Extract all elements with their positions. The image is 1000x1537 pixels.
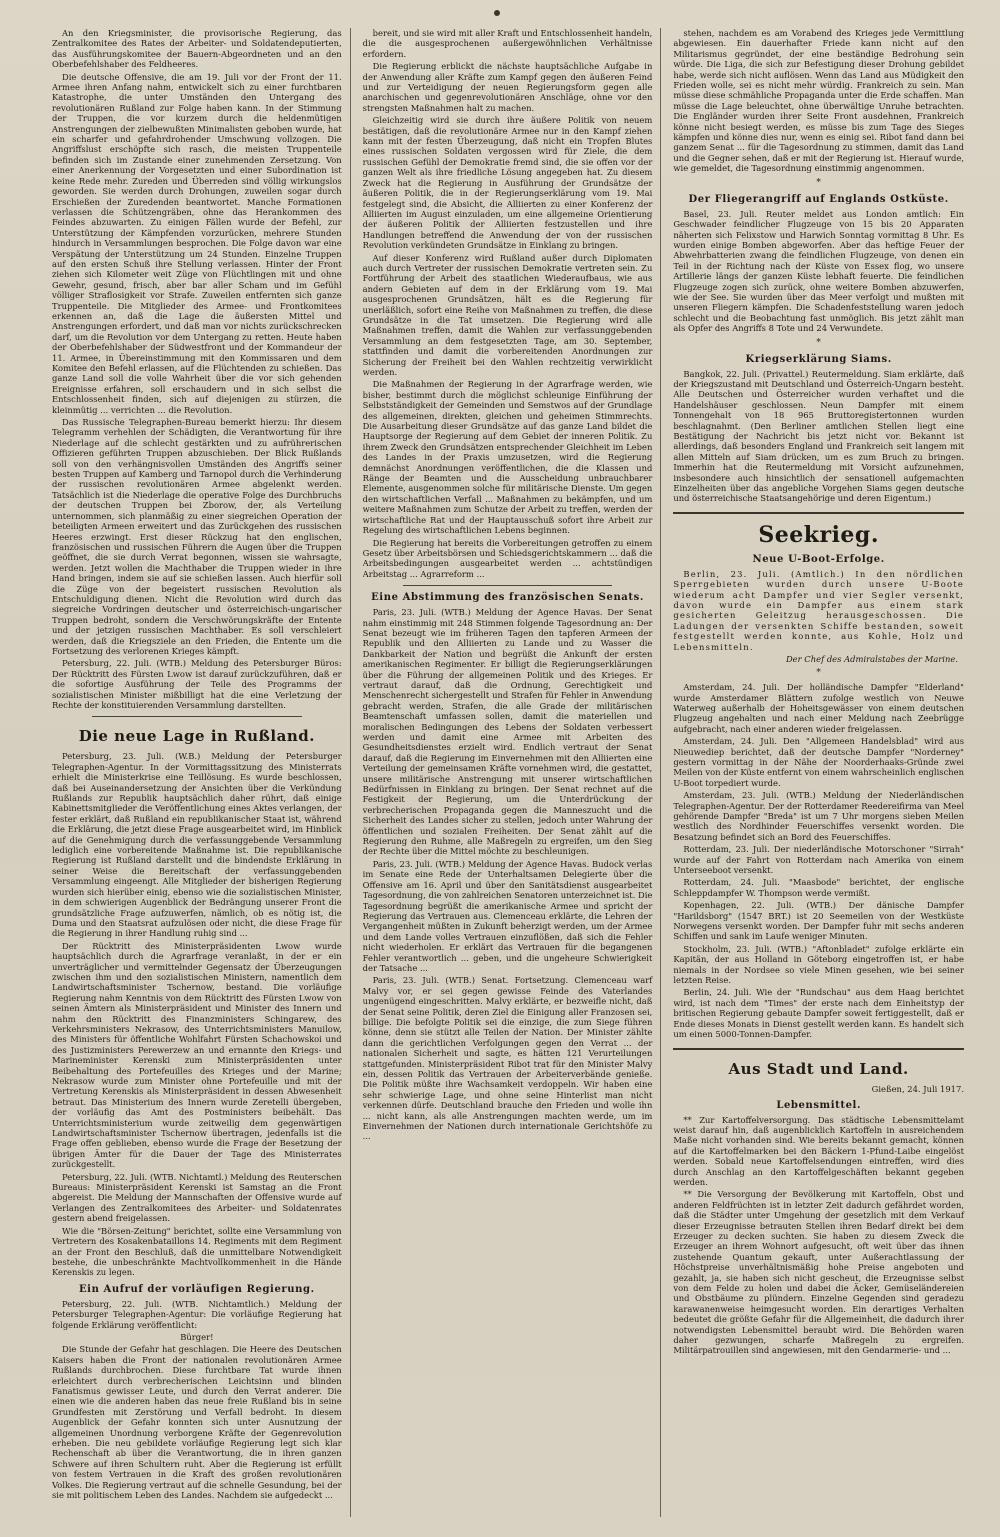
divider	[92, 716, 302, 717]
article-paragraph: Berlin, 24. Juli. Wie der "Rundschau" aus dem Haag berichtet wird, ist nach dem "Times" der erste nach dem Einheitstyp der britischen Regierung gebaute Dampfer soweit fertiggestellt, daß er Ende dieses Monats in Dienst gestellt werden kann. Es handelt sich um einen 5000-Tonnen-Dampfer.	[673, 987, 964, 1040]
divider	[403, 585, 613, 586]
article-paragraph: Die deutsche Offensive, die am 19. Juli vor der Front der 11. Armee ihren Anfang nahm, entwickelt sich zu einer furchtbaren Katastrophe, die unter Umständen den Untergang des revolutionären Rußland zur Folge haben kann. In der Stimmung der Truppen, die vor kurzem durch die heldenmütigen Anstrengungen der zielbewußten Minimalisten geboben wurde, hat ein scharfer und gefahrdrohender Umschwung vollzogen. Die Angriffslust erschöpfte sich rasch, die meisten Truppenteile befinden sich im Zustande einer zunehmenden Zersetzung. Von einer Anerkennung der Vorgesetzten und einer Subordination ist keine Rede mehr. Zureden und Überreden sind völlig wirkungslos geworden. Sie werden durch Drohungen, zuweilen sogar durch Erschießen der Zuredenden beantwortet. Manche Formationen verlassen die Schützengräben, ohne das Herankommen des Feindes abzuwarten. Zu einigen Fällen wurde der Befehl, zur Unterstützung der Kämpfenden vorzurücken, mehrere Stunden hindurch in Versammlungen besprochen. Die Folge davon war eine Verspätung der Unterstützung um 24 Stunden. Einzelne Truppen auf den ersten Schuß ihre Stellung verlassen. Hinter der Front ziehen sich Kilometer weit Züge von Flüchtlingen mit und ohne Gewehr, gesund, frisch, aber bar aller Scham und im Gefühl völliger Straflosigkeit vor Strafe. Zuweilen entfernten sich ganze Truppenteile. Die Mitglieder des Armee- und Frontkomitees erkennen an, daß die Lage die äußersten Mittel und Anstrengungen erfordert, und daß man vor nichts zurückschrecken darf, um die Revolution vor dem Untergang zu retten. Heute haben der Oberbefehlshaber der Südwestfront und der Kommandeur der 11. Armee, in Übereinstimmung mit den Kommissaren und dem Komitee den Befehl erlassen, auf die Flüchtenden zu schießen. Das ganze Land soll die volle Wahrheit über die vor sich gehenden Ereignisse erfahren, soll erschaudern und in sich selbst die Entschlossenheit finden, sich auf diejenigen zu stürzen, die kleinmütig ... verrichten ... die Revolution.	[52, 71, 342, 415]
headline-lebensmittel: Lebensmittel.	[776, 1099, 862, 1111]
article-paragraph: Rotterdam, 23. Juli. Der niederländische Motorschoner "Sirrah" wurde auf der Fahrt von Rotterdam nach Amerika von einem Unterseeboot versenkt.	[673, 844, 964, 875]
signature: Der Chef des Admiralstabes der Marine.	[785, 654, 958, 665]
article-paragraph: Die Regierung hat bereits die Vorbereitungen getroffen zu einem Gesetz über Arbeitsbörsen und Schiedsgerichtskammern ... daß die Arbeitsbedingungen ausgearbeitet werden ... achtstündigen Arbeitstag ... Agrarreform ...	[362, 537, 653, 579]
article-paragraph: Amsterdam, 23. Juli. (WTB.) Meldung der Niederländischen Telegraphen-Agentur. Der der Rotterdamer Reedereifirma van Meel gehörende Dampfer "Breda" ist um 7 Uhr morgens sieben Meilen westlich des Nordhinder Feuerschiffes versenkt worden. Die Besatzung befindet sich an Bord des Feuerschiffes.	[673, 790, 964, 842]
column-2	[363, 28, 662, 1517]
headline-abstimmung: Eine Abstimmung des französischen Senats.	[371, 592, 644, 604]
article-paragraph: Stockholm, 23. Juli. (WTB.) "Aftonbladet" zufolge erklärte ein Kapitän, der aus Holland in Göteborg eingetroffen ist, er habe niemals in der Nordsee so viele Minen gesehen, wie bei seiner letzten Reise.	[673, 943, 964, 986]
divider	[673, 1048, 964, 1050]
dateline: Gießen, 24. Juli 1917.	[871, 1083, 964, 1094]
page-dot	[494, 10, 500, 16]
article-paragraph: Paris, 23. Juli. (WTB.) Senat. Fortsetzung. Clemenceau warf Malvy vor, er sei gegen gewisse Feinde des Vaterlandes ungenügend eingeschritten. Malvy erklärte, er bezweifle nicht, daß der Senat seine Politik, deren Ziel die Einigung aller Franzosen sei, billige. Die befolgte Politik sei die einzige, die zum Siege führen könne, denn sie stützt alle Teilen der Nation. Der Minister zählte dann die gerichtlichen Verfolgungen gegen den Verrat ... der nationalen Sicherheit und sagte, es hätten 121 Verurteilungen stattgefunden. Ministerpräsident Ribot trat für den Minister Malvy ein, dessen Politik das Vertrauen der Arbeiterverbände genieße. Die Politik müßte ihre Wachsamkeit verdoppeln. Wir haben eine sehr schwierige Lage, und ohne seine Hinterlist man nicht verkennen dürfe. Deutschland brauche den Frieden und wolle ihn ... nicht kann, als alle Anstrengungen machten werde, um im Einvernehmen der Nationen durch internationale Gerichtshöfe zu ...	[362, 975, 653, 1142]
headline-uboot: Neue U-Boot-Erfolge.	[752, 553, 885, 565]
divider	[673, 512, 964, 514]
headline-neue-lage: Die neue Lage in Rußland.	[78, 727, 315, 746]
article-paragraph: Die Maßnahmen der Regierung in der Agrarfrage werden, wie bisher, bestimmt durch die möglichst schleunige Einführung der Selbstständigkeit der Gemeinden und Semstwos auf der Grundlage des allgemeinen, direkten, gleichen und geheimen Stimmrechts. Die Ausarbeitung dieser Grundsätze auf das ganze Land bildet die Hauptsorge der Regierung auf dem Gebiet der inneren Politik. Zu ihrem Zweck den Grundsätzen entsprechender Gleichheit im Leben des Landes in der Praxis umzusetzen, wird die Regierung demnächst Anordnungen veröffentlichen, die die Klassen und Ränge der Beamten und die Ausscheidung unbrauchbarer Elemente, ausgenommen solche für militärische Dienste. Um gegen den wirtschaftlichen Verfall ... Maßnahmen zu bekämpfen, und um weitere Maßnahmen zum Schutze der Arbeit zu treffen, werden der wirtschaftliche Rat und der Hauptausschuß sofort ihre Arbeit zur Regelung des wirtschaftlichen Lebens beginnen.	[362, 379, 653, 536]
headline-fliegerangriff: Der Fliegerangriff auf Englands Ostküste.	[688, 193, 949, 205]
article-paragraph: ** Zur Kartoffelversorgung. Das städtische Lebensmittelamt weist darauf hin, daß augenblicklich Kartoffeln in ausreichendem Maße nicht vorhanden sind. Wie bereits bekannt gemacht, können auf die Kartoffelmarken bei den Bäckern 1-Pfund-Laibe eingelöst werden. Sobald neue Kartoffelsendungen eintreffen, wird dies durch Anschlag an den Kartoffelgeschäften bekannt gegeben werden.	[673, 1114, 964, 1187]
article-paragraph: bereit, und sie wird mit aller Kraft und Entschlossenheit handeln, die die ausgesprochenen außergewöhnlichen Verhältnisse erfordern.	[362, 28, 653, 59]
article-paragraph: Der Rücktritt des Ministerpräsidenten Lwow wurde hauptsächlich durch die Agrarfrage veranlaßt, in der er ein unverträglicher und vermittelnder Gegensatz der Überzeugungen zwischen ihm und den sozialistischen Ministern, namentlich dem Landwirtschaftsminister Tschernow, bestand. Die vorläufige Regierung nahm Kenntnis von dem Rücktritt des Fürsten Lwow von seinen Ämtern als Ministerpräsident und Minister des Innern und nahm den Rücktritt des Finanzministers Schingarew, des Verkehrsministers Nekrasow, des Unterrichtsministers Manuilow, des Ministers für öffentliche Wohlfahrt Fürsten Schachowskoi und des Justizministers Perewerzew an und ernannte den Kriegs- und Marineminister Kerenski zum Ministerpräsidenten unter Beibehaltung des Portefeuilles des Krieges und der Marine; Nekrasow wurde zum Minister ohne Portefeuille und mit der Vertretung Kerenskis als Ministerpräsident in dessen Abwesenheit betraut. Das Ministerium des Innern wurde Zeretelli übergeben, der vorläufig das Amt des Postministers beibehält. Das Unterrichtsministerium wurde zeitweilig dem gegenwärtigen Landwirtschaftsminister Tschernow übertragen, jedenfalls ist die Frage offen geblieben, ebenso wurde die Frage der Besetzung der übrigen Ämter für die Dauer der Tage des Ministerrates zurückgestellt.	[52, 940, 342, 1170]
headline-seekrieg: Seekrieg.	[758, 521, 879, 548]
article-paragraph: Petersburg, 22. Juli. (WTB. Nichtamtl.) Meldung des Reuterschen Bureaus: Ministerpräsident Kerenski ist Samstag an die Front abgereist. Die Meldung der Mannschaften der Offensive wurde auf Verlangen des Zentralkomitees des Arbeiter- und Soldatenrates gestern abend freigelassen.	[52, 1171, 342, 1224]
article-paragraph: Paris, 23. Juli. (WTB.) Meldung der Agence Havas. Der Senat nahm einstimmig mit 248 Stimmen folgende Tagesordnung an: Der Senat bezeugt wie im früheren Tagen den tapferen Armeen der Republik und den Alliierten zu Lande und zu Wasser die Dankbarkeit der Nation und begrüßt die Ankunft der ersten amerikanischen Regimenter. Er billigt die Regierungserklärungen über die Führung der allgemeinen Politik und des Krieges. Er vertraut darauf, daß die Ordnung, Gerechtigkeit und Menschenrecht sichergestellt und Strafen für Fehler in Anwendung gebracht werden, Strafen, die alle Grade der militärischen Beamtenschaft umfassen sollen, damit die materiellen und moralischen Bedingungen des Lebens der Soldaten verbessert werden und damit eine Armee mit Arbeiten des Gesundheitsdienstes erzielt wird. Endlich vertraut der Senat darauf, daß die Regierung im Einvernehmen mit den Alliierten eine Verteilung der gemeinsamen Kräfte vornehmen wird, die gestattet, unsere militärische Anstrengung mit unserer wirtschaftlichen Bedürfnissen in Einklang zu bringen. Der Senat rechnet auf die Festigkeit der Regierung, um die Unterdrückung der verbrecherischen Propaganda gegen die Manneszucht und die Sicherheit des Landes sicher zu stellen, jedoch unter Wahrung der öffentlichen und sozialen Freiheiten. Der Senat zählt auf die Regierung den Ruhme, alle Maßregeln zu ergreifen, um den Sieg der Rechte über die Mittel möchte zu beschleunigen.	[362, 607, 653, 857]
separator-star: *	[816, 337, 821, 348]
separator-star: *	[816, 668, 821, 679]
separator-star: *	[816, 177, 821, 188]
article-paragraph: Auf dieser Konferenz wird Rußland außer durch Diplomaten auch durch Vertreter der russischen Demokratie vertreten sein. Zu Fortführung der Arbeit des staatlichen Wiederaufbaus, wie aus andern Gebieten auf dem in der Erklärung vom 19. Mai ausgesprochenen Grundsätzen, hält es die Regierung für unerläßlich, sofort eine Reihe von Maßnahmen zu treffen, die diese Grundsätze in die Tat umsetzen. Die Regierung wird alle Maßnahmen treffen, damit die Wahlen zur verfassunggebenden Versammlung an dem festgesetzten Tage, am 30. September, stattfinden und damit die vorbereitenden Anordnungen zur Sicherung der Freiheit bei den Wahlen rechtzeitig verwirklicht werden.	[362, 252, 653, 377]
article-paragraph: Kopenhagen, 22. Juli. (WTB.) Der dänische Dampfer "Harildsborg" (1547 BRT.) ist 20 Seemeilen von der Westküste Norwegens versenkt worden. Der Dampfer fuhr mit sechs anderen Schiffen und sank im Laufe weniger Minuten.	[673, 900, 964, 942]
columns	[52, 28, 972, 1517]
article-paragraph: stehen, nachdem es am Vorabend des Krieges jede Vermittlung abgewiesen. Ein dauerhafter Friede kann nicht auf den Militarismus gegründet, der eine beständige Bedrohung sein würde. Die Liga, die sich zur Befestigung dieser Drohung gebildet habe, werde sich nicht auflösen. Wenn das Land aus Müdigkeit den Frieden wolle, sei es nicht mehr würdig. Frankreich zu sein. Man müsse diese schmähliche Propaganda unter die Erde schaffen. Man müsse die Lage beleuchtet, ohne überwältige Unruhe betrachten. Die Engländer wurden ihrer Seite Front ausdehnen, Frankreich könne nicht besiegt werden, es müsse bis zum Tage des Sieges kämpfen und könne dies nur, wenn es einig sei. Ribot fand dann bei ganzem Senat ... für die Tagesordnung zu stimmen, damit das Land und die Gegner sehen, daß er mit der Regierung ist. Hierauf wurde, wie gemeldet, die Tagesordnung einstimmig angenommen.	[673, 28, 964, 174]
article-paragraph: Basel, 23. Juli. Reuter meldet aus London amtlich: Ein Geschwader feindlicher Flugzeuge von 15 bis 20 Apparaten näherten sich Felixstow und Harwich Sonntag vormittag 8 Uhr. Es wurden einige Bomben abgeworfen. Aber das heftige Feuer der Abwehrbatterien zwang die feindlichen Flugzeuge, von denen ein Teil in der Richtung nach der Küste von Essex flog, wo unsere Artillerie längs der ganzen Küste lebhaft feuerte. Die feindlichen Flugzeuge zogen sich zurück, ohne weitere Bomben abzuwerfen, wie der See. Sie wurden über das Meer verfolgt und mußten mit unseren Fliegern kämpfen. Die Schadenfeststellung waren jedoch schlecht und die Beobachtung fast unmöglich. Bis jetzt zählt man als Opfer des Angriffs 8 Tote und 24 Verwundete.	[673, 208, 964, 334]
article-paragraph: ** Die Versorgung der Bevölkerung mit Kartoffeln, Obst und anderen Feldfrüchten ist in letzter Zeit dadurch gefährdet worden, daß die Städter unter Umgehung der gesetzlich mit dem Verkauf dieser Erzeugnisse betrauten Stellen ihren Bedarf direkt bei dem Erzeuger zu decken suchten. Sie haben zu diesem Zweck die Erzeuger an ihrem Wohnort aufgesucht, oft weit über das ihnen zustehende Quantum gekauft, unter Außerachtlassung der Höchstpreise unverhältnismäßig hohe Preise angeboten und gezahlt, ja, sie haben sich nicht gescheut, die Erzeugnisse selbst von dem Felde zu holen und dabei die Äcker, Gemüseländereien und Obstbäume zu plündern. Einzelne Gegenden sind geradezu karawanenweise heimgesucht worden. Ein derartiges Verhalten bedeutet die größte Gefahr für die Allgemeinheit, die dadurch ihrer notwendigsten Lebensmittel beraubt wird. Die Behörden waren daher gezwungen, scharfe Maßregeln zu ergreifen. Militärpatrouillen sind angewiesen, mit den Gendarmerie- und ...	[673, 1189, 964, 1356]
article-paragraph: Das Russische Telegraphen-Bureau bemerkt hierzu: Ihr diesem Telegramm verhehlen der Schädigten, die Verantwortung für ihre Niederlage auf die schlecht gestärkten und zu aufrührerischen Offizieren geführten Truppen abzuschieben. Der Blick Rußlands soll von den verhängnisvollen Umständen des Angriffs seiner besten Truppen auf Kamberg und Tarnopol durch die Verhinderung der russischen revolutionären Armee abgelenkt werden. Tatsächlich ist die Niederlage die operative Folge des Durchbruchs der deutschen Truppen bei Zborow, der, als Verteilung unternommen, sich planmäßig zu einer siegreichen Operation der beteiligten Armeen erweitert und das Zurückgehen des russischen Heeres erzwingt. Erst dieser Rückzug hat den englischen, französischen und russischen Führern die Augen über die Truppen geöffnet, die sie durch Verrat begonnen, wissen sie wahrsagte, werden. Jetzt wollen die Machthaber die Truppen wieder in ihre Hand bringen, indem sie auf sie schießen lassen. Auch hierfür soll die Züge von der begeistert russischen Revolution als Entschuldigung dienen. Nicht die Revolution wird durch das siegreiche Vordringen deutscher und österreichisch-ungarischer Truppen bedroht, sondern die Verschwörungskräfte der Entente und der jetzigen russischen Machthaber. Es soll verschleiert werden, daß die Kriegsziele an den Frieden, die Entente um die Fortsetzung des verlorenen Krieges kämpft.	[52, 417, 342, 656]
headline-siam: Kriegserklärung Siams.	[745, 353, 892, 365]
column-3	[673, 28, 972, 1517]
article-paragraph: Die Stunde der Gefahr hat geschlagen. Die Heere des Deutschen Kaisers haben die Front der nationalen revolutionären Armee Rußlands durchbrochen. Diese furchtbare Tat wurde ihnen erleichtert durch verbrecherischen Leichtsinn und blinden Fanatismus gewisser Leute, und durch den Verrat anderer. Die einen wie die anderen haben das neue freie Rußland bis in seine Grundfesten mit Zerstörung und Verfall bedroht. In diesem Augenblick der Gefahr konnten sich unter Ausnutzung der allgemeinen Unordnung verborgene Kräfte der Gegenrevolution erheben. Die neu gebildete vorläufige Regierung legt sich klar Rechenschaft ab über die Verantwortung, die in ihren ganzen Schwere auf ihren Schultern ruht. Aber die Regierung ist erfüllt von festem Vertrauen in die Kraft des großen revolutionären Volkes. Die Regierung vertraut auf die schnelle Gesundung, bei der sie mit politischem Leben des Landes. Nachdem sie aufgedeckt ...	[52, 1344, 342, 1501]
article-paragraph: Petersburg, 23. Juli. (W.B.) Meldung der Petersburger Telegraphen-Agentur. In der Vormittagssitzung des Ministerrats erhielt die Ministerkrise eine Teillösung. Es wurde beschlossen, daß bei Auseinandersetzung der Ansichten über die Verkündung Rußlands zur Republik hauptsächlich daher rührt, daß einige Kabinettsmitglieder die Veröffentlichung eines Aktes verlangen, der fester erklärt, daß Rußland ein republikanischer Staat ist, während die Erklärung, die jetzt diese Frage ausgearbeitet wird, im Hinblick auf die Genehmigung durch die verfassunggebende Versammlung lediglich eine vorbereitende Maßnahme ist. Die republikanische Regierung ist Rußland darstellt und die bindendste Erklärung in seiner Weise die Bereitschaft der verfassunggebenden Versammlung eingeengt. Alle Mitglieder der bisherigen Regierung wurden sich hierüber einig, ebenso wie die sozialistischen Minister, in dem schwierigen Augenblick der Bedrängung unserer Front die grundsätzliche Frage aufzuwerfen, nämlich, ob es nötig ist, die Duma und den Staatsrat aufzulösen oder nicht, die diese Frage für die Regierung in ihrer Handlung ruhig sind ...	[52, 751, 342, 939]
article-paragraph: Petersburg, 22. Juli. (WTB. Nichtamtlich.) Meldung der Petersburger Telegraphen-Agentur: Die vorläufige Regierung hat folgende Erklärung veröffentlicht:	[52, 1298, 342, 1330]
article-paragraph: Berlin, 23. Juli. (Amtlich.) In den nördlichen Sperrgebieten wurden durch unsere U-Boote wiederum acht Dampfer und vier Segler versenkt, davon wurde ein Dampfer aus einem stark gesicherten Geleitzug herausgeschossen. Die Ladungen der versenkten Schiffe bestanden, soweit festgestellt werden konnte, aus Kohle, Holz und Lebensmitteln.	[673, 568, 964, 652]
salutation: Bürger!	[180, 1331, 214, 1342]
article-paragraph: Bangkok, 22. Juli. (Privattel.) Reutermeldung. Siam erklärte, daß der Kriegszustand mit Deutschland und Österreich-Ungarn besteht. Alle Deutschen und Österreicher wurden verhaftet und die Handelshäuser geschlossen. Neun Dampfer mit einem Tonnengehalt von 18 965 Bruttoregistertonnen wurden beschlagnahmt. (Den Berliner amtlichen Stellen liegt eine Bestätigung der Nachricht bis jetzt nicht vor. Bekannt ist allerdings, daß besonders England und Frankreich seit langem mit allen Mitteln auf Siam drücken, um es zum Bruch zu bringen. Immerhin hat die Reutermeldung mit Vorsicht aufzunehmen, insbesondere auch hinsichtlich der sensationell aufgemachten Einzelheiten über das angebliche Vorgehen Siams gegen deutsche und österreichische Staatsangehörige und deren Eigentum.)	[673, 368, 964, 504]
headline-stadt-land: Aus Stadt und Land.	[728, 1059, 909, 1078]
article-paragraph: Wie die "Börsen-Zeitung" berichtet, sollte eine Versammlung von Vertretern des Kosakenbataillons 14. Regiments mit dem Regiment an der Front den Beschluß, daß die unmittelbare Notwendigkeit bestehe, die unbeschränkte Machtvollkommenheit in die Hände Kerenskis zu legen.	[52, 1225, 342, 1278]
headline-aufruf: Ein Aufruf der vorläufigen Regierung.	[78, 1283, 315, 1295]
article-paragraph: Gleichzeitig wird sie durch ihre äußere Politik von neuem bestätigen, daß die revolutionäre Armee nur in den Kampf ziehen kann mit der festen Überzeugung, daß nicht ein Tropfen Blutes eines russischen Soldaten vergossen wird für Ziele, die dem russischen Gefühl der Demokratie fremd sind, die sie offen vor der ganzen Welt als ihre friedliche Lösung angegeben hat. Zu diesem Zweck hat die Regierung in Ausführung der Grundsätze der äußeren Politik, die in der Regierungserklärung vom 19. Mai festgelegt sind, die Absicht, die Alliierten zu einer Konferenz der Alliierten im August einzuladen, um eine allgemeine Orientierung der äußeren Politik der Alliierten festzustellen und ihre Handlungen betreffend die Anwendung der von der russischen Revolution verkündeten Grundsätze in Einklang zu bringen.	[362, 115, 653, 251]
article-paragraph: Die Regierung erblickt die nächste hauptsächliche Aufgabe in der Anwendung aller Kräfte zum Kampf gegen den äußeren Feind und zur Verteidigung der neuen Regierungsform gegen alle anarchischen und gegenrevolutionären Anschläge, ohne vor den strengsten Maßnahmen halt zu machen.	[362, 61, 653, 113]
article-paragraph: Petersburg, 22. Juli. (WTB.) Meldung des Petersburger Büros: Der Rücktritt des Fürsten Lwow ist darauf zurückzuführen, daß er die sofortige Ausführung der Teile des Programms der sozialistischen Minister mißbilligt hat die eine Verletzung der Rechte der konstituierenden Versammlung darstellten.	[52, 658, 342, 710]
article-paragraph: Rotterdam, 24. Juli. "Maasbode" berichtet, der englische Schleppdampfer W. Thompson werde vermißt.	[673, 877, 964, 898]
article-paragraph: Amsterdam, 24. Juli. Der holländische Dampfer "Elderland" wurde Amsterdamer Blättern zufolge westlich von Neuwe Waterweg außerhalb der Hoheitsgewässer von einem deutschen Flugzeug angehalten und nach einer Meldung nach Zeebrügge aufgebracht, nach einer anderen wieder freigelassen.	[673, 682, 964, 734]
column-1	[52, 28, 351, 1517]
article-paragraph: An den Kriegsminister, die provisorische Regierung, das Zentralkomitee des Rates der Arbeiter- und Soldatendeputierten, das Ausführungskomitee der Bauern-Abgeordneten und an den Oberbefehlshaber des Feldheeres.	[52, 28, 342, 70]
article-paragraph: Paris, 23. Juli. (WTB.) Meldung der Agence Havas. Budock verlas im Senate eine Rede der Unterhaltsamen Delegierte über die Offensive am 16. April und über den Sanitätsdienst ausgearbeitet Tagesordnung, die von zahlreichen Senatoren unterzeichnet ist. Die Tagesordnung begrüßt die amerikanische Armee und spricht der Regierung das Vertrauen aus. Clemenceau erklärte, die Lehren der Vergangenheit müßten in Zukunft beherzigt werden, um der Armee und dem Lande volles Vertrauen einzuflößen, daß sich die Fehler nicht wiederholen. Er erklärt das Vertrauen für die begangenen Fehler verantwortlich ... geben, und die ungeheure Schwierigkeit der Tatsache ...	[362, 858, 653, 973]
article-paragraph: Amsterdam, 24. Juli. Den "Allgemeen Handelsblad" wird aus Nieuwediep berichtet, daß der deutsche Dampfer "Norderney" gestern vormittag in der Nähe der Noorderhaaks-Gründe zwei Meilen von der Küste entfernt von einem wahrscheinlich englischen U-Boot torpediert wurde.	[673, 736, 964, 788]
